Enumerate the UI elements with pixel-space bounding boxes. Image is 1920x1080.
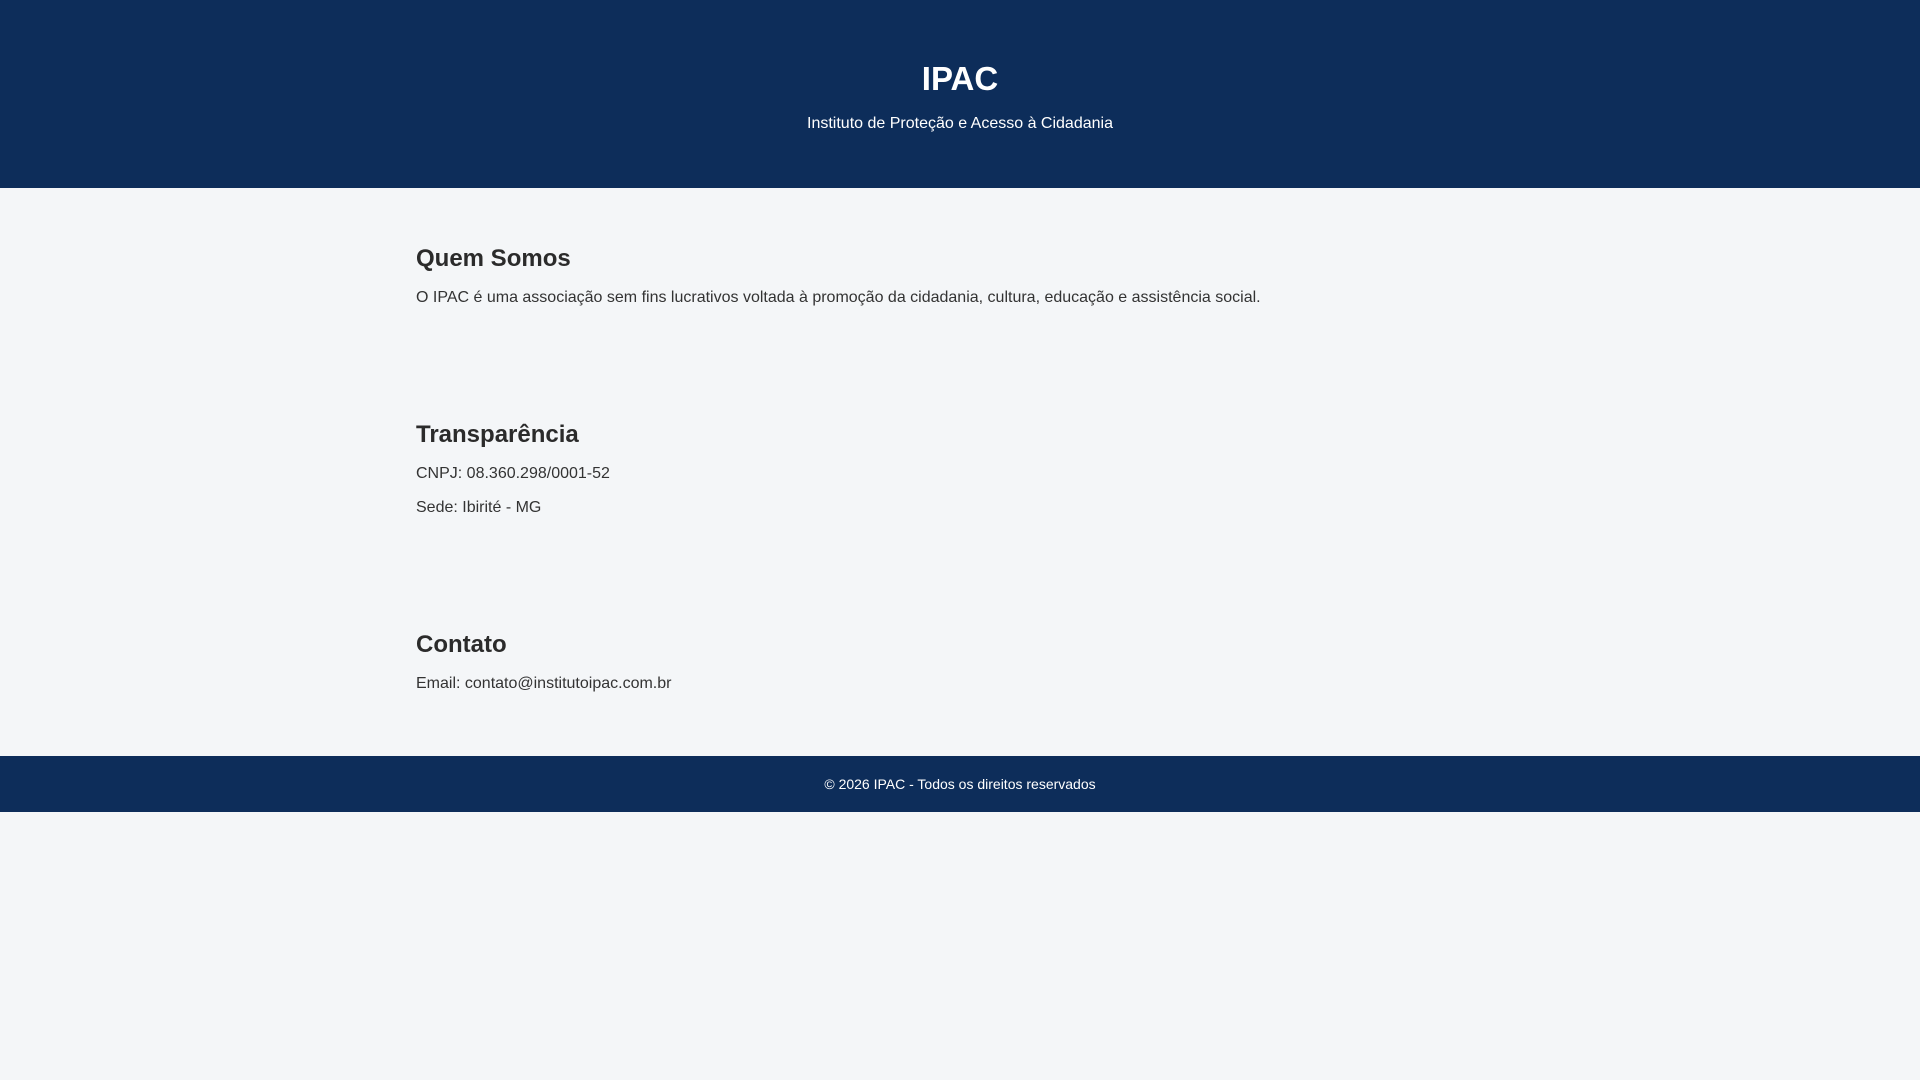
email-text: Email: contato@institutoipac.com.br [416, 675, 672, 692]
sede-text: Sede: Ibirité - MG [416, 499, 542, 516]
about-text: O IPAC é uma associação sem fins lucrativos voltada à promoção da cidadania, cultura, educação e assistência social. [416, 289, 1261, 306]
site-title: IPAC [921, 60, 999, 97]
contact-heading: Contato [416, 631, 507, 658]
transparency-heading: Transparência [416, 421, 579, 448]
transparency-section [416, 420, 1504, 518]
about-section [416, 244, 1504, 308]
copyright-text: © 2026 IPAC - Todos os direitos reservados [824, 776, 1096, 792]
site-subtitle: Instituto de Proteção e Acesso à Cidadania [807, 115, 1113, 132]
cnpj-text: CNPJ: 08.360.298/0001-52 [416, 465, 610, 482]
main-content [416, 188, 1504, 694]
contact-section [416, 630, 1504, 694]
site-footer [0, 756, 1920, 812]
site-header [0, 0, 1920, 188]
about-heading: Quem Somos [416, 245, 571, 272]
